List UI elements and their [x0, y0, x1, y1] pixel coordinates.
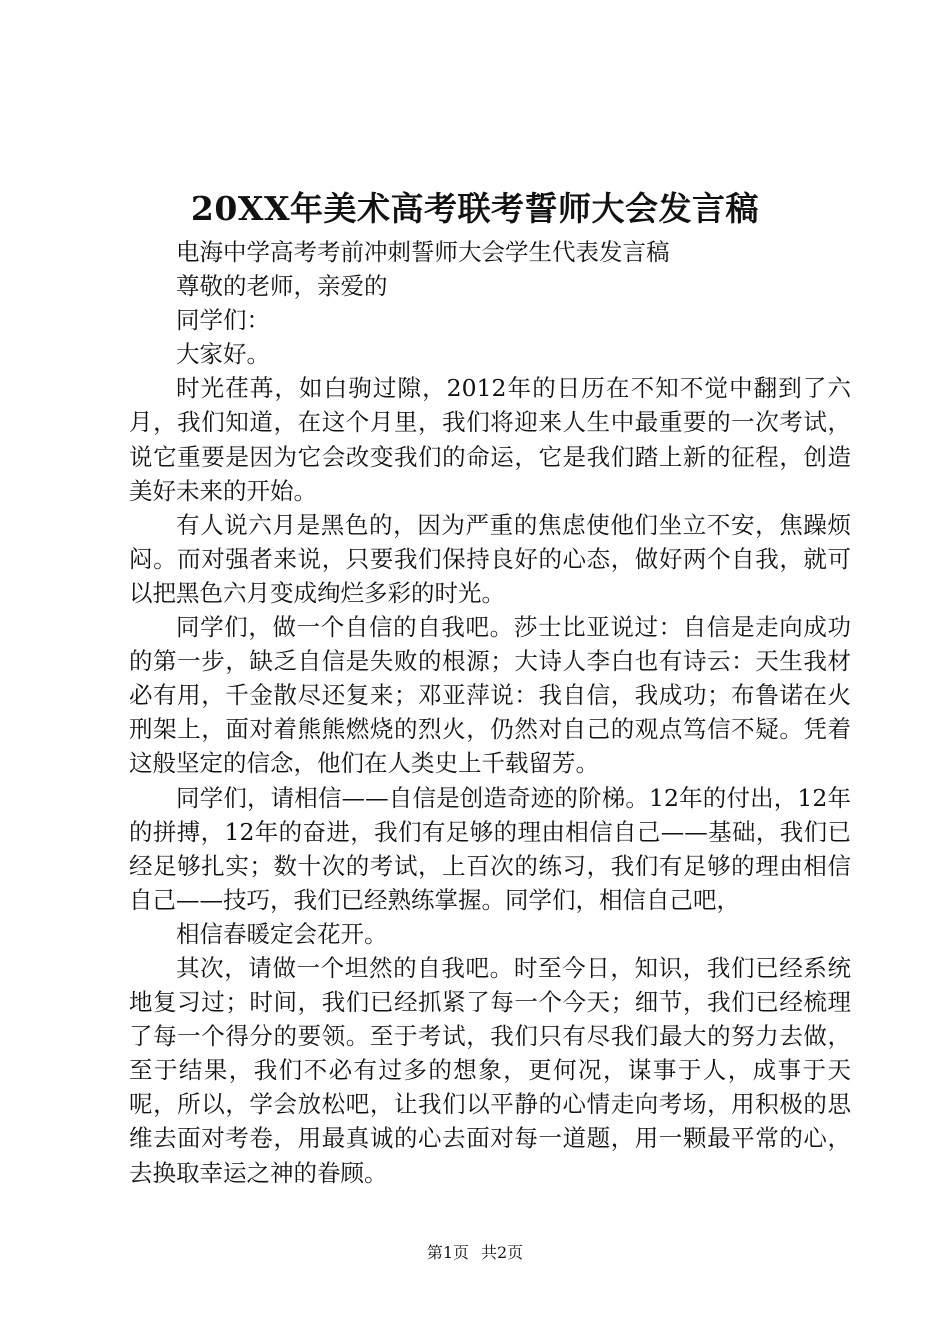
paragraph: 有人说六月是黑色的，因为严重的焦虑使他们坐立不安，焦躁烦闷。而对强者来说，只要我们保持良好的心态，做好两个自我，就可以把黑色六月变成绚烂多彩的时光。: [129, 510, 851, 607]
document-body: [129, 235, 851, 1190]
paragraph: 大家好。: [176, 340, 270, 369]
paragraph: 尊敬的老师，亲爱的: [176, 272, 388, 301]
document-title: 20XX年美术高考联考誓师大会发言稿: [190, 189, 760, 228]
page-footer: [0, 1241, 950, 1265]
paragraph: 同学们，请相信——自信是创造奇迹的阶梯。12年的付出，12年的拼搏，12年的奋进，我们有足够的理由相信自己——基础，我们已经足够扎实；数十次的考试，上百次的练习，我们有足够的理由相信自己——技巧，我们已经熟练掌握。同学们，相信自己吧，: [129, 783, 851, 914]
paragraph: 其次，请做一个坦然的自我吧。时至今日，知识，我们已经系统地复习过；时间，我们已经抓紧了每一个今天；细节，我们已经梳理了每一个得分的要领。至于考试，我们只有尽我们最大的努力去做，至于结果，我们不必有过多的想象，更何况，谋事于人，成事于天呢，所以，学会放松吧，让我们以平静的心情走向考场，用积极的思维去面对考卷，用最真诚的心去面对每一道题，用一颗最平常的心，去换取幸运之神的眷顾。: [129, 953, 851, 1187]
paragraph: 电海中学高考考前冲刺誓师大会学生代表发言稿: [176, 238, 670, 266]
page-total: 共2页: [481, 1243, 524, 1262]
paragraph: 同学们，做一个自信的自我吧。莎士比亚说过：自信是走向成功的第一步，缺乏自信是失败的根源；大诗人李白也有诗云：天生我材必有用，千金散尽还复来；邓亚萍说：我自信，我成功；布鲁诺在火刑架上，面对着熊熊燃烧的烈火，仍然对自己的观点笃信不疑。凭着这般坚定的信念，他们在人类史上千载留芳。: [129, 613, 851, 778]
paragraph: 时光荏苒，如白驹过隙，2012年的日历在不知不觉中翻到了六月，我们知道，在这个月里，我们将迎来人生中最重要的一次考试，说它重要是因为它会改变我们的命运，它是我们踏上新的征程，创造美好未来的开始。: [129, 374, 851, 505]
page-number: 第1页: [426, 1243, 469, 1262]
paragraph: 相信春暖定会花开。: [176, 919, 388, 948]
paragraph: 同学们：: [176, 306, 270, 335]
